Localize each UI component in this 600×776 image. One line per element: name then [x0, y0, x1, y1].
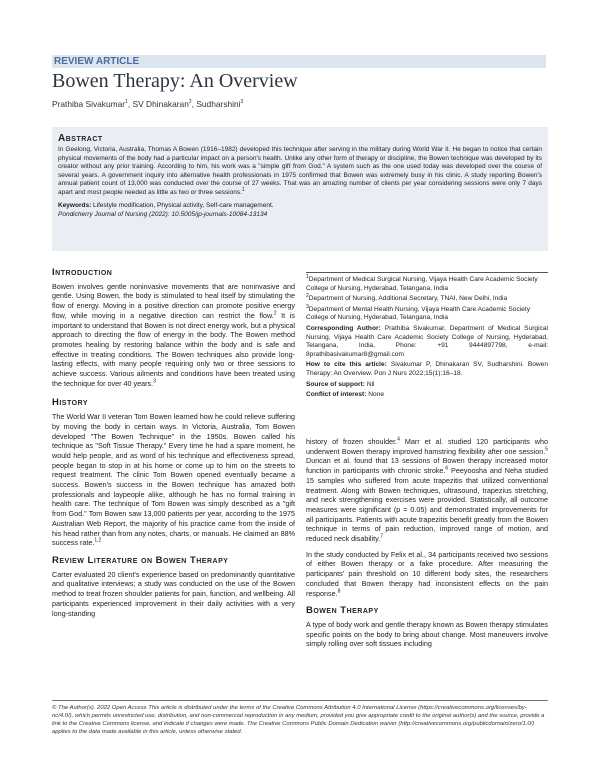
affiliation	[306, 273, 548, 293]
felix-study-text	[306, 550, 548, 599]
how-to-cite-label: How to cite this article:	[306, 361, 387, 369]
ref-sup: 2	[273, 310, 277, 317]
author-sup: 1	[125, 99, 128, 106]
affiliation-text: Department of Mental Health Nursing, Vijaya Health Care Academic Society College of Nursing, Hyderabad, Telangana, India	[306, 305, 531, 322]
corresponding-label: Corresponding Author:	[306, 324, 381, 332]
ref-sup: 8	[337, 588, 341, 595]
source-label: Source of support:	[306, 380, 365, 388]
affiliations-rule	[306, 272, 548, 273]
abstract-body: In Geelong, Victoria, Australia, Thomas A Bowen (1916–1982) developed this technique after serving in the military during World War II. He began to notice that certain physical movements of the body had a particular impact on a person's health. Unlike any other form of therapy or discipline, the Bowen technique was developed by its creator without any prior training. According to him, his work was a "simple gift from God." A system such as the one used today was developed over the course of several years. A government inquiry into alternative health professionals in 1975 confirmed that Bowen was extremely busy in his clinic. A study reporting Bowen's annual patient count of 13,000 was conducted over the course of 27 weeks. That was an amazing number of clients per year considering sessions were only 7 days apart and most people needed as little as two or three sessions.	[58, 146, 542, 196]
conflict-value: None	[368, 391, 385, 399]
author-sup: 3	[240, 99, 244, 106]
text-run: history of frozen shoulder.	[306, 437, 398, 446]
review-continued-text	[306, 437, 548, 544]
source-value: Nil	[366, 380, 375, 388]
text-run: Duncan et al. found that 13 sessions of Bowen therapy increased motor function in participants with chronic stroke.	[306, 456, 548, 476]
affiliation-sup: 2	[306, 293, 309, 299]
review-heading: Review Literature on Bowen Therapy	[52, 554, 229, 566]
keywords	[58, 201, 542, 210]
history-heading: History	[52, 397, 89, 409]
keywords-label: Keywords:	[58, 201, 92, 209]
intro-text	[52, 282, 295, 389]
ref-sup: 3	[153, 378, 156, 385]
affiliation-sup: 1	[306, 273, 309, 280]
author-name: Sudharshini	[196, 99, 241, 109]
how-to-cite-text: Sivakumar P, Dhinakaran SV, Sudharshini. Bowen Therapy: An Overview. Pon J Nurs 2022;15(1):16–18.	[306, 361, 548, 377]
how-to-cite	[306, 361, 548, 378]
ref-sup: 6	[445, 465, 449, 472]
license-footer: © The Author(s). 2022 Open Access This article is distributed under the terms of the Creative Commons Attribution 4.0 International License (https://creativecommons.org/licenses/by-nc/4.0/), which permits unrestricted use, distribution, and non-commercial reproduction in any medium, provided you give appropriate credit to the original author(s) and the source, provide a link to the Creative Commons license, and indicate if changes were made. The Creative Commons Public Domain Dedication waiver (http://creativecommons.org/publicdomain/zero/1.0/) applies to the data made available in this article, unless otherwise stated.	[52, 705, 545, 735]
intro-heading: Introduction	[52, 267, 113, 278]
affiliation-text: Department of Nursing, Additional Secretary, TNAI, New Delhi, India	[308, 295, 508, 303]
author-name: SV Dhinakaran	[132, 99, 189, 109]
affiliation	[306, 303, 548, 323]
keywords-value: Lifestyle modification, Physical activity, Self-care management.	[93, 201, 274, 209]
review-text: Carter evaluated 20 client's experience based on predominantly quantitative and qualitative interviews; a study was conducted on the use of the Bowen method to treat frozen shoulder patients for pain, function, and wellbeing. All participants experienced improvement in their daily activities with a very long-standing	[52, 569, 295, 618]
abstract-heading: Abstract	[58, 133, 103, 144]
source-of-support	[306, 381, 548, 390]
text-run: In the study conducted by Felix et al., 34 participants received two sessions of either Bowen therapy or a fake procedure. After measuring the participants' pain threshold on 10 different body sites, the researchers concluded that Bowen therapy had inconsistent effects on the pain response.	[306, 549, 548, 598]
history-body: The World War II veteran Tom Bowen learned how he could relieve suffering by moving the body in certain ways. In Victoria, Australia, Tom Bowen developed "The Bowen Technique" in the 1950s. Bowen called his technique as "Soft Tissue Therapy." Every time he had a spare moment, he would help people, and as word of his technique and effectiveness spread, people began to stop in at his home or come up to him on the streets to request treatment. The clinic Tom Bowen opened eventually became a success. Bowen's success in the Bowen technique has amazed both professionals and laypeople alike, although he has no formal training in health care. The technique of Tom Bowen was simply described as a "gift from God." Tom Bowen saw 13,000 patients per year, according to the 1975 Australian Web Report, the majority of his practice came from the inside of his head rather than from any notes, charts, or manuals. He claimed an 88% success rate.	[52, 412, 295, 548]
abstract-text	[58, 146, 542, 198]
ref-sup: 1,2	[94, 537, 102, 544]
conflict-of-interest	[306, 391, 548, 400]
corresponding-author	[306, 325, 548, 359]
ref-sup: 5	[545, 446, 548, 453]
affiliation-sup: 3	[306, 303, 309, 310]
author-sup: 2	[188, 99, 192, 106]
affiliation	[306, 295, 548, 304]
bowen-therapy-heading: Bowen Therapy	[306, 605, 379, 617]
author-list: Prathiba Sivakumar$^1$, SV Dhinakaran$^2$, Sudharshini$^3$	[52, 99, 244, 109]
corresponding-text: Prathiba Sivakumar, Department of Medical Surgical Nursing, Vijaya Health Care Academic Society College of Nursing, Hyderabad, Telangana, India, Phone: +91 9444897798, e-mail: 8prathibasivakumar8@gmail.com	[306, 324, 548, 358]
article-title: Bowen Therapy: An Overview	[52, 70, 298, 92]
abstract-sup: 1	[241, 186, 245, 193]
affiliations	[306, 273, 548, 402]
left-column	[52, 268, 295, 624]
history-text	[52, 412, 295, 548]
footer-rule	[52, 700, 548, 701]
bowen-therapy-text: A type of body work and gentle therapy known as Bowen therapy stimulates specific points on the body to bring about change. Most maneuvers involve simply rolling over soft tissues including	[306, 619, 548, 649]
journal-citation: Pondicherry Journal of Nursing (2022): 10.5005/jp-journals-10084-13134	[58, 210, 268, 218]
article-type-banner: REVIEW ARTICLE	[52, 55, 546, 68]
ref-sup: 4	[397, 436, 400, 443]
text-run: Marr et al. studied 120 participants who underwent Bowen therapy improved hamstring flexibility after one session.	[306, 437, 548, 456]
abstract-box	[52, 127, 548, 251]
intro-body: Bowen involves gentle noninvasive movements that are noninvasive and gentle. Using Bowen, the body is stimulated to heal itself by stimulating the flow of energy. Moving in a positive direction can promote positive energy flow, while moving in a negative direction can restrict the flow.	[52, 281, 295, 320]
intro-body-2: It is important to understand that Bowen is not direct energy work, but a physical approach to directing the flow of energy in the body. The Bowen method promotes healing by restoring balance within the body and is safe and effective in treating conditions. The Bowen techniques also provide long-lasting effects, with many people requiring only two or three sessions to achieve success. Various ailments and conditions have been treated using the technique for over 40 years.	[52, 310, 295, 388]
affiliation-text: Department of Medical Surgical Nursing, Vijaya Health Care Academic Society College of Nursing, Hyderabad, Telangana, India	[306, 276, 538, 292]
text-run: Peeyoosha and Neha studied 15 samples who suffered from acute trapezitis that utilized conventional treatment. Along with Bowen techniques, ultrasound, trapezius stretching, and neck strengthening exercises were provided. Statistically, all outcome measures were significant (p = 0.05) and demonstrated improvements for all participants. Patients with acute trapezitis benefit greatly from the Bowen technique in terms of pain reduction, improved range of motion, and reduced neck disability.	[306, 466, 548, 544]
right-column	[306, 437, 548, 655]
author-name: Prathiba Sivakumar	[52, 99, 126, 109]
conflict-label: Conflict of interest:	[306, 391, 367, 399]
ref-sup: 7	[380, 533, 383, 540]
